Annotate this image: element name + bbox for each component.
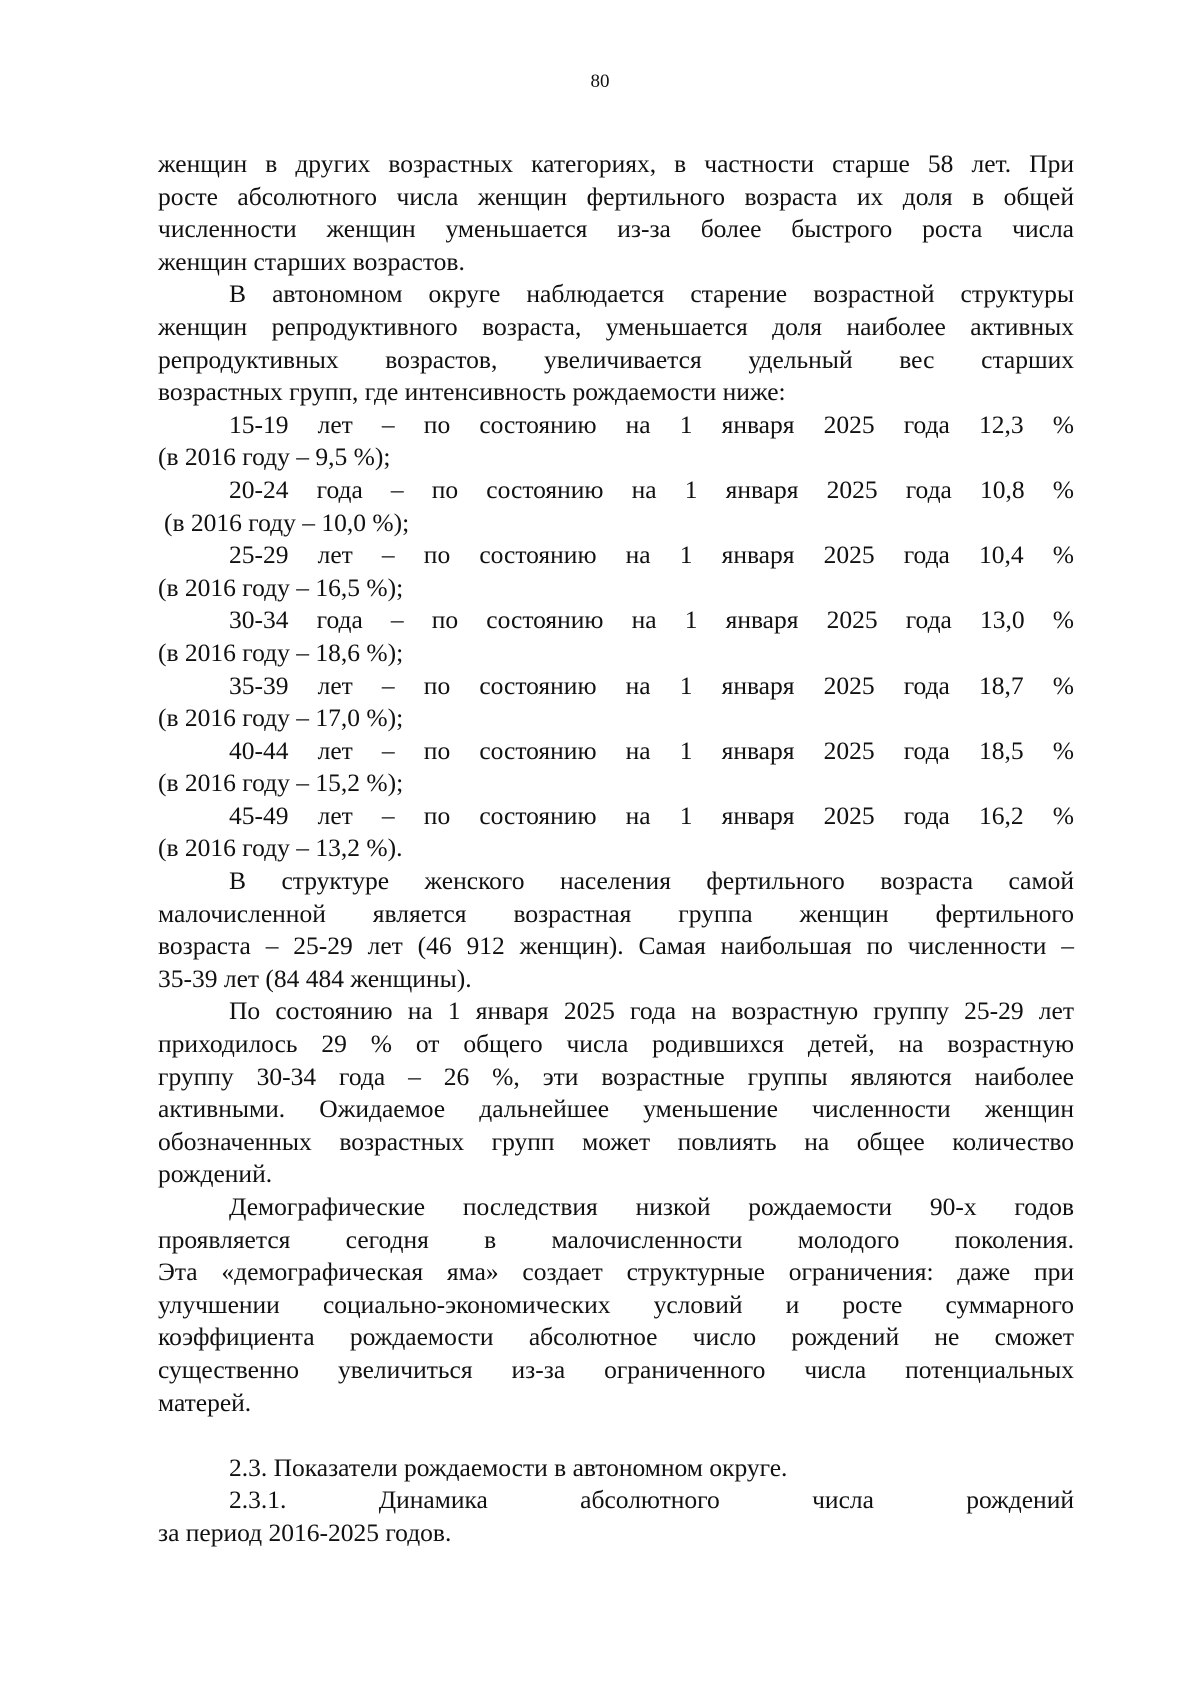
- list-item-2016-value: (в 2016 году – 15,2 %);: [158, 768, 404, 798]
- text-line: улучшении социально-экономических условий и росте суммарного: [158, 1289, 1074, 1319]
- text-line: коэффициента рождаемости абсолютное число рождений не сможет: [158, 1322, 1074, 1352]
- list-item-2016-value: (в 2016 году – 16,5 %);: [158, 572, 404, 602]
- text-line: 35-39 лет (84 484 женщины).: [158, 963, 472, 993]
- text-line: Эта «демографическая яма» создает структурные ограничения: даже при: [158, 1257, 1074, 1287]
- text-line: проявляется сегодня в малочисленности молодого поколения.: [158, 1224, 1074, 1254]
- text-line: численности женщин уменьшается из-за более быстрого роста числа: [158, 214, 1074, 244]
- list-item-age-40-44: 40-44 лет – по состоянию на 1 января 2025 года 18,5 %: [229, 735, 1074, 765]
- list-item-2016-value: (в 2016 году – 9,5 %);: [158, 442, 391, 472]
- text-line: женщин репродуктивного возраста, уменьшается доля наиболее активных: [158, 311, 1074, 341]
- list-item-2016-value: (в 2016 году – 13,2 %).: [158, 833, 403, 863]
- text-line: рождений.: [158, 1159, 273, 1189]
- list-item-age-35-39: 35-39 лет – по состоянию на 1 января 2025 года 18,7 %: [229, 670, 1074, 700]
- text-line: возрастных групп, где интенсивность рождаемости ниже:: [158, 377, 786, 407]
- list-item-age-20-24: 20-24 года – по состоянию на 1 января 2025 года 10,8 %: [229, 474, 1074, 504]
- text-line: возраста – 25-29 лет (46 912 женщин). Самая наибольшая по численности –: [158, 931, 1074, 961]
- paragraph-first-line: Демографические последствия низкой рождаемости 90-х годов: [229, 1192, 1074, 1221]
- list-item-2016-value: (в 2016 году – 10,0 %);: [164, 507, 410, 537]
- paragraph-first-line: В автономном округе наблюдается старение возрастной структуры: [229, 279, 1074, 309]
- paragraph-first-line: По состоянию на 1 января 2025 года на возрастную группу 25-29 лет: [229, 996, 1074, 1026]
- section-heading: 2.3. Показатели рождаемости в автономном округе.: [229, 1452, 788, 1482]
- page-number: 80: [590, 71, 610, 92]
- spacer: [158, 1419, 1074, 1452]
- subsection-heading: 2.3.1. Динамика абсолютного числа рождений: [229, 1485, 1074, 1515]
- list-item-age-15-19: 15-19 лет – по состоянию на 1 января 2025 года 12,3 %: [229, 409, 1074, 439]
- text-line: женщин старших возрастов.: [158, 246, 465, 276]
- list-item-age-25-29: 25-29 лет – по состоянию на 1 января 2025 года 10,4 %: [229, 540, 1074, 570]
- text-line: репродуктивных возрастов, увеличивается удельный вес старших: [158, 344, 1074, 374]
- text-line: матерей.: [158, 1387, 252, 1417]
- list-item-2016-value: (в 2016 году – 17,0 %);: [158, 703, 404, 733]
- text-line: женщин в других возрастных категориях, в частности старше 58 лет. При: [158, 149, 1074, 178]
- text-line: активными. Ожидаемое дальнейшее уменьшение численности женщин: [158, 1094, 1074, 1124]
- text-line: обозначенных возрастных групп может повлиять на общее количество: [158, 1126, 1074, 1156]
- document-body: [158, 148, 1074, 1550]
- text-line: существенно увеличиться из-за ограниченного числа потенциальных: [158, 1354, 1074, 1384]
- text-line: группу 30-34 года – 26 %, эти возрастные группы являются наиболее: [158, 1061, 1074, 1091]
- subsection-heading-continued: за период 2016-2025 годов.: [158, 1517, 452, 1547]
- text-line: росте абсолютного числа женщин фертильного возраста их доля в общей: [158, 181, 1074, 211]
- paragraph-first-line: В структуре женского населения фертильного возраста самой: [229, 866, 1074, 896]
- text-line: малочисленной является возрастная группа женщин фертильного: [158, 898, 1074, 928]
- list-item-2016-value: (в 2016 году – 18,6 %);: [158, 637, 404, 667]
- list-item-age-45-49: 45-49 лет – по состоянию на 1 января 2025 года 16,2 %: [229, 800, 1074, 830]
- list-item-age-30-34: 30-34 года – по состоянию на 1 января 2025 года 13,0 %: [229, 605, 1074, 635]
- text-line: приходилось 29 % от общего числа родившихся детей, на возрастную: [158, 1029, 1074, 1059]
